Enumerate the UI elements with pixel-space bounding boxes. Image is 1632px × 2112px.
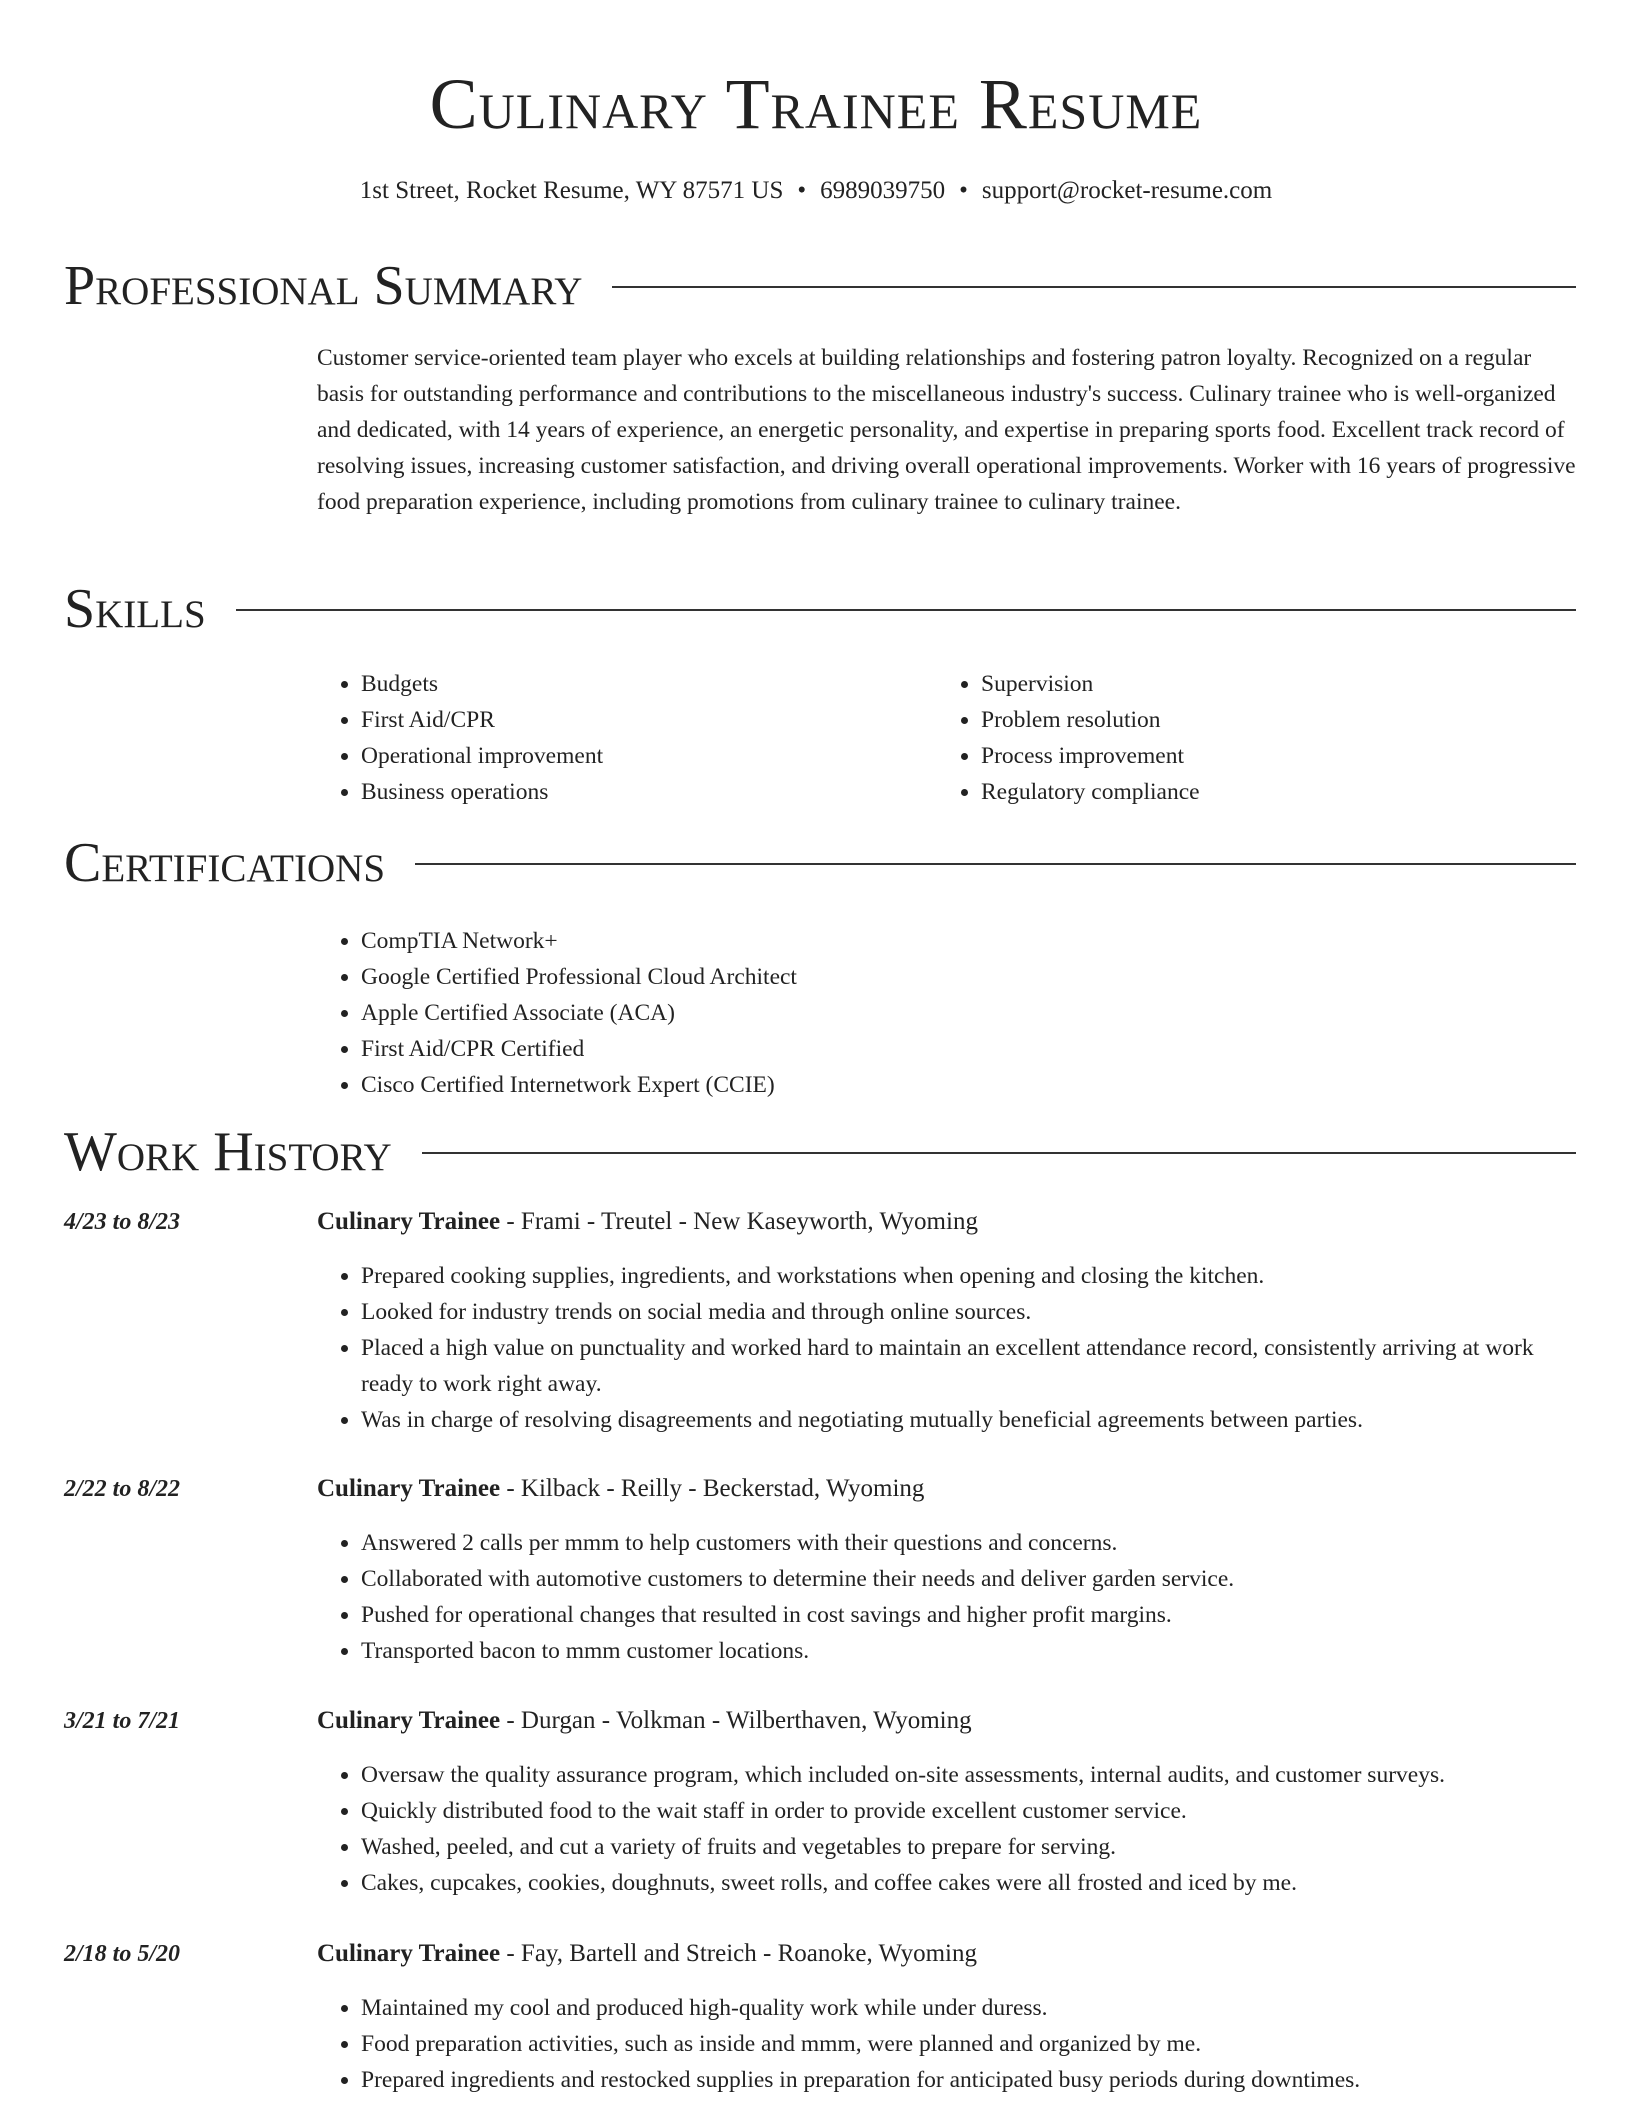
job-dates: 2/22 to 8/22 <box>64 1476 181 1502</box>
skills-list-left <box>317 666 917 810</box>
certifications-list <box>317 923 1577 1103</box>
skill-item: • Operational improvement <box>361 738 917 774</box>
job-bullets <box>317 1757 1577 1901</box>
job-bullet: • Prepared ingredients and restocked supplies in preparation for anticipated busy periods during downtimes. <box>361 2062 1577 2098</box>
job-bullet: • Oversaw the quality assurance program, which included on-site assessments, internal audits, and customer surveys. <box>361 1757 1577 1793</box>
contact-email: support@rocket-resume.com <box>981 177 1273 204</box>
section-title-summary: Professional Summary <box>64 254 612 318</box>
job-bullets <box>317 1990 1577 2098</box>
job-heading <box>317 1204 978 1240</box>
job-bullet: • Collaborated with automotive customers to determine their needs and deliver garden service. <box>361 1561 1577 1597</box>
job-bullet: • Pushed for operational changes that resulted in cost savings and higher profit margins. <box>361 1597 1577 1633</box>
job-details: - Fay, Bartell and Streich - Roanoke, Wyoming <box>500 1940 977 1967</box>
job-bullet: • Prepared cooking supplies, ingredients, and workstations when opening and closing the kitchen. <box>361 1258 1577 1294</box>
job-bullet: • Washed, peeled, and cut a variety of fruits and vegetables to prepare for serving. <box>361 1829 1577 1865</box>
contact-line <box>0 174 1632 208</box>
skill-item: • Business operations <box>361 774 917 810</box>
job-bullet: • Transported bacon to mmm customer locations. <box>361 1633 1577 1669</box>
skill-item: • Supervision <box>981 666 1577 702</box>
contact-separator: • <box>797 177 807 204</box>
job-details: - Kilback - Reilly - Beckerstad, Wyoming <box>500 1475 925 1502</box>
job-dates: 3/21 to 7/21 <box>64 1708 181 1734</box>
job-bullet: • Quickly distributed food to the wait staff in order to provide excellent customer service. <box>361 1793 1577 1829</box>
job-dates: 2/18 to 5/20 <box>64 1941 181 1967</box>
job-bullets <box>317 1258 1577 1438</box>
job-heading <box>317 1936 977 1972</box>
job-title: Culinary Trainee <box>317 1208 501 1235</box>
section-title-certifications: Certifications <box>64 831 415 895</box>
job-bullet: • Food preparation activities, such as inside and mmm, were planned and organized by me. <box>361 2026 1577 2062</box>
certification-item: • First Aid/CPR Certified <box>361 1031 1577 1067</box>
job-details: - Durgan - Volkman - Wilberthaven, Wyoming <box>500 1707 972 1734</box>
job-bullet: • Placed a high value on punctuality and worked hard to maintain an excellent attendance record, consistently arriving at work ready to work right away. <box>361 1330 1577 1402</box>
job-title: Culinary Trainee <box>317 1940 501 1967</box>
resume-title: Culinary Trainee Resume <box>429 64 1203 144</box>
section-title-skills: Skills <box>64 577 236 641</box>
job-heading <box>317 1471 924 1507</box>
job-title: Culinary Trainee <box>317 1475 501 1502</box>
section-title-work-history: Work History <box>64 1120 422 1184</box>
contact-separator: • <box>959 177 968 204</box>
certification-item: • Apple Certified Associate (ACA) <box>361 995 1577 1031</box>
job-bullet: • Looked for industry trends on social media and through online sources. <box>361 1294 1577 1330</box>
certification-item: • Cisco Certified Internetwork Expert (CCIE) <box>361 1067 1577 1103</box>
contact-phone: 6989039750 <box>820 177 946 204</box>
skill-item: • Regulatory compliance <box>981 774 1577 810</box>
certification-item: • CompTIA Network+ <box>361 923 1577 959</box>
job-heading <box>317 1703 972 1739</box>
summary-text: Customer service-oriented team player who excels at building relationships and fostering patron loyalty. Recognized on a regular basis for outstanding performance and contributions to the miscellaneous industry's success. Culinary trainee who is well-organized and dedicated, with 14 years of experience, an energetic personality, and expertise in preparing sports food. Excellent track record of resolving issues, increasing customer satisfaction, and driving overall operational improvements. Worker with 16 years of progressive food preparation experience, including promotions from culinary trainee to culinary trainee. <box>317 345 1576 515</box>
job-bullet: • Answered 2 calls per mmm to help customers with their questions and concerns. <box>361 1525 1577 1561</box>
skill-item: • First Aid/CPR <box>361 702 917 738</box>
certification-item: • Google Certified Professional Cloud Architect <box>361 959 1577 995</box>
contact-address: 1st Street, Rocket Resume, WY 87571 US <box>359 177 784 204</box>
job-bullets <box>317 1525 1577 1669</box>
job-details: - Frami - Treutel - New Kaseyworth, Wyoming <box>500 1208 978 1235</box>
section-divider <box>64 609 1576 611</box>
skill-item: • Process improvement <box>981 738 1577 774</box>
skill-item: • Problem resolution <box>981 702 1577 738</box>
skill-item: • Budgets <box>361 666 917 702</box>
job-bullet: • Maintained my cool and produced high-quality work while under duress. <box>361 1990 1577 2026</box>
job-bullet: • Cakes, cupcakes, cookies, doughnuts, sweet rolls, and coffee cakes were all frosted and iced by me. <box>361 1865 1577 1901</box>
job-dates: 4/23 to 8/23 <box>64 1209 181 1235</box>
job-title: Culinary Trainee <box>317 1707 501 1734</box>
skills-list-right <box>937 666 1577 810</box>
job-bullet: • Was in charge of resolving disagreements and negotiating mutually beneficial agreements between parties. <box>361 1402 1577 1438</box>
